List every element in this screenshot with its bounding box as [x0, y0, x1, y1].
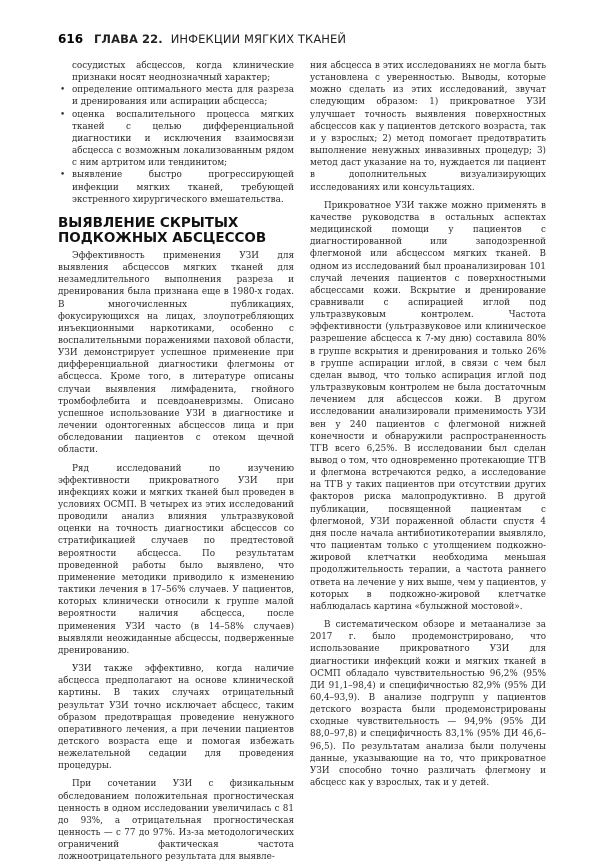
page-number: 616 — [58, 32, 84, 46]
running-header — [58, 32, 560, 54]
list-item: сосудистых абсцессов, когда клинические признаки носят неоднозначный характер; — [72, 61, 294, 84]
paragraph: ния абсцесса в этих исследованиях не могла быть установлена с уверенностью. Выводы, которые можно сделать из этих исследований, звучат следующим образом: 1) прикроватное УЗИ улучшает точность выявления поверхностных абсцессов как у пациентов детского возраста, так и у взрослых; 2) метод помогает предотвратить выполнение ненужных инвазивных процедур; 3) метод даст указание на то, нуждается ли пациент в дополнительных визуализирующих исследованиях или консультациях. — [310, 61, 546, 193]
list-item: • оценка воспалительного процесса мягких тканей с целью дифференциальной диагностики и исключения взаимосвязи абсцесса с возможным локализованным рядом с ним артритом или тендинитом; — [58, 109, 294, 170]
chapter-label: ГЛАВА 22. — [94, 32, 163, 46]
paragraph: УЗИ также эффективно, когда наличие абсцесса предполагают на основе клинической картины. В таких случаях отрицательный результат УЗИ точно исключает абсцесс, таким образом предотвращая проведение ненужного оперативного лечения, а при лечении пациентов детского возраста еще и помогая избежать нежелательной седации для проведения процедуры. — [58, 664, 294, 772]
list-item: • определение оптимального места для разреза и дренирования или аспирации абсцесса; — [58, 84, 294, 108]
section-heading: ВЫЯВЛЕНИЕ СКРЫТЫХ ПОДКОЖНЫХ АБСЦЕССОВ — [58, 214, 267, 246]
left-column — [58, 60, 294, 864]
indications-list — [58, 60, 294, 206]
paragraph: При сочетании УЗИ с физикальным обследованием положительная прогностическая ценность в одном исследовании увеличилась с 81 до 93%, а отрицательная прогностическая ценность — с 77 до 97%. Из-за методологических ограничений фактическая частота ложноотрицательного результата для выявле- — [58, 779, 294, 863]
chapter-title: ИНФЕКЦИИ МЯГКИХ ТКАНЕЙ — [170, 32, 347, 46]
paragraph: Ряд исследований по изучению эффективности прикроватного УЗИ при инфекциях кожи и мягких тканей был проведен в условиях ОСМП. В четырех из этих исследований проводили анализ влияния ультразвуковой оценки на точность диагностики абсцессов со стратификацией случаев по предтестовой вероятности абсцесса. По результатам проведенной работы было выявлено, что применение методики приводило к изменению тактики лечения в 17–56% случаев. У пациентов, которых клинически относили к группе малой вероятности наличия абсцесса, после применения УЗИ часто (в 14–58% случаев) выявляли неожиданные абсцессы, подверженные дренированию. — [58, 463, 294, 656]
paragraph: Эффективность применения УЗИ для выявления абсцессов мягких тканей для незамедлительного выполнения разреза и дренирования была признана еще в 1980-х годах. В многочисленных публикациях, фокусирующихся на лицах, злоупотребляющих инъекционными наркотиками, особенно с воспалительными поражениями паховой области, УЗИ демонстрирует успешное применение при дифференциальной диагностики флегмоны от абсцесса. Кроме того, в литературе описаны случаи выявления лимфаденита, гнойного тромбофлебита и псевдоаневризмы. Описано успешное использование УЗИ в диагностике и лечении одонтогенных абсцессов лица и при обследовании пациентов с отеком щечной области. — [58, 250, 294, 456]
right-column — [310, 60, 546, 789]
paragraph: Прикроватное УЗИ также можно применять в качестве руководства в остальных аспектах медицинской помощи у пациентов с диагностированной или заподозренной флегмоной или абсцессом мягких тканей. В одном из исследований был проанализирован 101 случай лечения пациентов с поверхностными абсцессами кожи. Вскрытие и дренирование сравнивали с аспирацией иглой под ультразвуковым контролем. Частота эффективности (ультразвуковое или клиническое разрешение абсцесса к 7-му дню) составила 80% в группе вскрытия и дренирования и только 26% в группе аспирации иглой, в связи с чем был сделан вывод, что только аспирация иглой под ультразвуковым контролем не была достаточным лечением для абсцессов кожи. В другом исследовании анализировали применимость УЗИ вен у 240 пациентов с флегмоной нижней конечности и обнаружили распространенность ТГВ всего 6,25%. В исследовании был сделан вывод о том, что одновременно протекающие ТГВ и флегмона встречаются редко, а исследование на ТГВ у таких пациентов при отсутствии других факторов риска малопродуктивно. В другой публикации, посвященной пациентам с флегмоной, УЗИ пораженной области спустя 4 дня после начала антибиотикотерапии выявляло, что пациентам только с утолщением подкожно-жировой клетчатки необходима меньшая продолжительность терапии, а частота раннего ответа на лечение у них выше, чем у пациентов, у которых в подкожно-жировой клетчатке наблюдалась картина «булыжной мостовой». — [310, 200, 546, 612]
paragraph: В систематическом обзоре и метаанализе за 2017 г. было продемонстрировано, что использование прикроватного УЗИ для диагностики инфекций кожи и мягких тканей в ОСМП обладало чувствительностью 96,2% (95% ДИ 91,1–98,4) и специфичностью 82,9% (95% ДИ 60,4–93,9). В анализе подгрупп у пациентов детского возраста были продемонстрированы сходные чувствительность — 94,9% (95% ДИ 88,0–97,8) и специфичность 83,1% (95% ДИ 46,6–96,5). По результатам анализа были получены данные, указывающие на то, что прикроватное УЗИ способно точно различать флегмону и абсцесс как у взрослых, так и у детей. — [310, 620, 546, 789]
list-item: • выявление быстро прогрессирующей инфекции мягких тканей, требующей экстренного хирургического вмешательства. — [58, 169, 294, 205]
chapter-heading — [94, 32, 346, 46]
